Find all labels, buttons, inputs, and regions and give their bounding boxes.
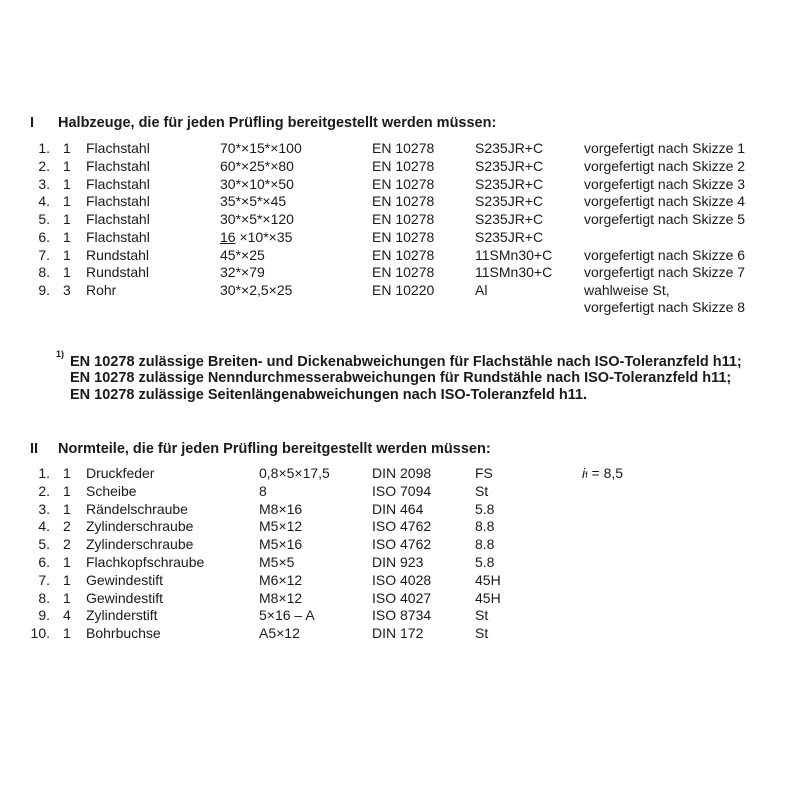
- row-dimension: 35*×5*×45: [220, 193, 287, 209]
- row-name: Bohrbuchse: [86, 625, 161, 641]
- row-quantity: 1: [63, 264, 71, 280]
- row-material: 11SMn30+C: [475, 264, 553, 280]
- table-row: [0, 176, 800, 194]
- row-dimension: M6×12: [259, 572, 303, 588]
- row-quantity: 1: [63, 590, 71, 606]
- row-note: vorgefertigt nach Skizze 5: [584, 211, 746, 227]
- row-dimension: 32*×79: [220, 264, 265, 280]
- row-number: 2.: [38, 158, 50, 174]
- row-number: 5.: [38, 211, 50, 227]
- row-name: Druckfeder: [86, 465, 155, 481]
- row-material: St: [475, 625, 489, 641]
- row-name: Flachkopfschraube: [86, 554, 205, 570]
- table-row: [0, 518, 800, 536]
- row-standard: DIN 464: [372, 501, 424, 517]
- row-name: Zylinderschraube: [86, 536, 194, 552]
- row-number: 4.: [38, 193, 50, 209]
- row-material: 5.8: [475, 554, 495, 570]
- row-quantity: 1: [63, 158, 71, 174]
- row-name: Flachstahl: [86, 193, 150, 209]
- row-number: 4.: [38, 518, 50, 534]
- row-material: S235JR+C: [475, 158, 544, 174]
- row-standard: EN 10278: [372, 193, 435, 209]
- row-material: S235JR+C: [475, 176, 544, 192]
- table-row: [0, 501, 800, 519]
- row-quantity: 4: [63, 607, 71, 623]
- row-material: S235JR+C: [475, 140, 544, 156]
- row-material: Al: [475, 282, 488, 298]
- row-material: 45H: [475, 572, 501, 588]
- row-name: Zylinderschraube: [86, 518, 194, 534]
- row-number: 8.: [38, 590, 50, 606]
- row-number: 6.: [38, 229, 50, 245]
- row-note: vorgefertigt nach Skizze 6: [584, 247, 746, 263]
- table-row: [0, 572, 800, 590]
- table-row: [0, 465, 800, 483]
- row-dimension: 30*×5*×120: [220, 211, 294, 227]
- row-quantity: 1: [63, 625, 71, 641]
- row-note: wahlweise St,: [584, 282, 670, 298]
- row-dimension: 8: [259, 483, 267, 499]
- row-number: 1.: [38, 140, 50, 156]
- row-material: FS: [475, 465, 493, 481]
- row-quantity: 3: [63, 282, 71, 298]
- row-name: Rändelschraube: [86, 501, 188, 517]
- section-1-heading: [30, 115, 770, 135]
- section-1-title: Halbzeuge, die für jeden Prüfling bereitgestellt werden müssen:: [58, 115, 497, 131]
- row-note: vorgefertigt nach Skizze 2: [584, 158, 746, 174]
- row-standard: EN 10278: [372, 211, 435, 227]
- row-number: 6.: [38, 554, 50, 570]
- row-material: 5.8: [475, 501, 495, 517]
- row-number: 3.: [38, 176, 50, 192]
- row-dimension: 30*×2,5×25: [220, 282, 293, 298]
- row-note: vorgefertigt nach Skizze 3: [584, 176, 746, 192]
- row-number: 5.: [38, 536, 50, 552]
- row-quantity: 1: [63, 501, 71, 517]
- table-row: [0, 229, 800, 247]
- row-material: St: [475, 607, 489, 623]
- footnote-text-1: EN 10278 zulässige Breiten- und Dickenabweichungen für Flachstähle nach ISO-Toleranzfeld h11;: [70, 353, 742, 370]
- table-row-continuation: [0, 299, 800, 317]
- row-dimension: M5×12: [259, 518, 303, 534]
- row-quantity: 1: [63, 140, 71, 156]
- row-note: vorgefertigt nach Skizze 7: [584, 264, 746, 280]
- row-name: Flachstahl: [86, 140, 150, 156]
- row-name: Flachstahl: [86, 176, 150, 192]
- table-row: [0, 247, 800, 265]
- row-quantity: 1: [63, 193, 71, 209]
- table-row: [0, 193, 800, 211]
- row-standard: ISO 4762: [372, 518, 432, 534]
- table-row: [0, 140, 800, 158]
- section-1-number: I: [30, 115, 35, 131]
- row-name: Rundstahl: [86, 247, 150, 263]
- row-quantity: 2: [63, 518, 71, 534]
- table-row: [0, 211, 800, 229]
- table-row: [0, 607, 800, 625]
- row-quantity: 1: [63, 211, 71, 227]
- row-name: Scheibe: [86, 483, 137, 499]
- table-row: [0, 554, 800, 572]
- row-number: 7.: [38, 572, 50, 588]
- row-name: Flachstahl: [86, 158, 150, 174]
- row-dimension: 0,8×5×17,5: [259, 465, 330, 481]
- table-row: [0, 590, 800, 608]
- row-dimension: 5×16 – A: [259, 607, 315, 623]
- row-standard: EN 10278: [372, 176, 435, 192]
- row-standard: EN 10278: [372, 140, 435, 156]
- row-standard: ISO 4027: [372, 590, 432, 606]
- row-standard: DIN 172: [372, 625, 424, 641]
- row-number: 9.: [38, 607, 50, 623]
- row-standard: DIN 2098: [372, 465, 432, 481]
- row-name: Zylinderstift: [86, 607, 158, 623]
- row-quantity: 1: [63, 483, 71, 499]
- footnote-line-1: [56, 349, 742, 370]
- row-quantity: 2: [63, 536, 71, 552]
- row-standard: ISO 7094: [372, 483, 432, 499]
- row-dimension: M8×12: [259, 590, 303, 606]
- row-number: 3.: [38, 501, 50, 517]
- row-dimension-underlined: 16: [220, 229, 236, 245]
- table-row: [0, 264, 800, 282]
- row-quantity: 1: [63, 465, 71, 481]
- row-quantity: 1: [63, 176, 71, 192]
- row-dimension: M5×16: [259, 536, 303, 552]
- row-dimension: [220, 229, 292, 245]
- row-standard: EN 10220: [372, 282, 435, 298]
- row-dimension: M5×5: [259, 554, 295, 570]
- row-dimension: M8×16: [259, 501, 303, 517]
- row-material: S235JR+C: [475, 211, 544, 227]
- table-row: [0, 483, 800, 501]
- row-number: 7.: [38, 247, 50, 263]
- row-dimension-rest: ×10*×35: [235, 229, 293, 245]
- row-quantity: 1: [63, 229, 71, 245]
- row-standard: EN 10278: [372, 158, 435, 174]
- row-extra: [582, 465, 623, 481]
- row-extra-symbol: i: [582, 465, 586, 481]
- row-name: Gewindestift: [86, 590, 164, 606]
- row-note-continued: vorgefertigt nach Skizze 8: [584, 299, 746, 315]
- row-quantity: 1: [63, 247, 71, 263]
- row-note: vorgefertigt nach Skizze 1: [584, 140, 746, 156]
- row-standard: EN 10278: [372, 229, 435, 245]
- row-dimension: 60*×25*×80: [220, 158, 294, 174]
- row-material: 45H: [475, 590, 501, 606]
- row-number: 10.: [30, 625, 50, 641]
- row-name: Flachstahl: [86, 229, 150, 245]
- row-number: 9.: [38, 282, 50, 298]
- section-2-number: II: [30, 441, 39, 457]
- row-note: vorgefertigt nach Skizze 4: [584, 193, 746, 209]
- row-quantity: 1: [63, 554, 71, 570]
- row-dimension: 45*×25: [220, 247, 265, 263]
- row-material: S235JR+C: [475, 229, 544, 245]
- row-standard: ISO 4762: [372, 536, 432, 552]
- row-number: 2.: [38, 483, 50, 499]
- row-number: 8.: [38, 264, 50, 280]
- row-standard: DIN 923: [372, 554, 424, 570]
- row-number: 1.: [38, 465, 50, 481]
- table-row: [0, 625, 800, 643]
- row-name: Rundstahl: [86, 264, 150, 280]
- row-name: Gewindestift: [86, 572, 164, 588]
- row-material: 11SMn30+C: [475, 247, 553, 263]
- row-extra-value: = 8,5: [591, 465, 624, 481]
- footnote-marker: 1): [56, 349, 65, 359]
- row-standard: EN 10278: [372, 247, 435, 263]
- row-material: 8.8: [475, 536, 495, 552]
- row-name: Rohr: [86, 282, 117, 298]
- table-row: [0, 536, 800, 554]
- footnote-line-2: EN 10278 zulässige Nenndurchmesserabweichungen für Rundstähle nach ISO-Toleranzfeld h11;: [70, 370, 732, 386]
- row-material: St: [475, 483, 489, 499]
- row-standard: EN 10278: [372, 264, 435, 280]
- table-row: [0, 282, 800, 300]
- row-extra-subscript: f: [585, 470, 588, 480]
- row-dimension: 30*×10*×50: [220, 176, 294, 192]
- row-name: Flachstahl: [86, 211, 150, 227]
- row-material: 8.8: [475, 518, 495, 534]
- footnote-line-3: EN 10278 zulässige Seitenlängenabweichungen nach ISO-Toleranzfeld h11.: [70, 387, 588, 403]
- row-dimension: 70*×15*×100: [220, 140, 302, 156]
- row-dimension: A5×12: [259, 625, 300, 641]
- row-standard: ISO 4028: [372, 572, 432, 588]
- row-standard: ISO 8734: [372, 607, 432, 623]
- row-quantity: 1: [63, 572, 71, 588]
- section-2-title: Normteile, die für jeden Prüfling bereitgestellt werden müssen:: [58, 441, 491, 457]
- row-material: S235JR+C: [475, 193, 544, 209]
- section-2-heading: [30, 441, 770, 461]
- table-row: [0, 158, 800, 176]
